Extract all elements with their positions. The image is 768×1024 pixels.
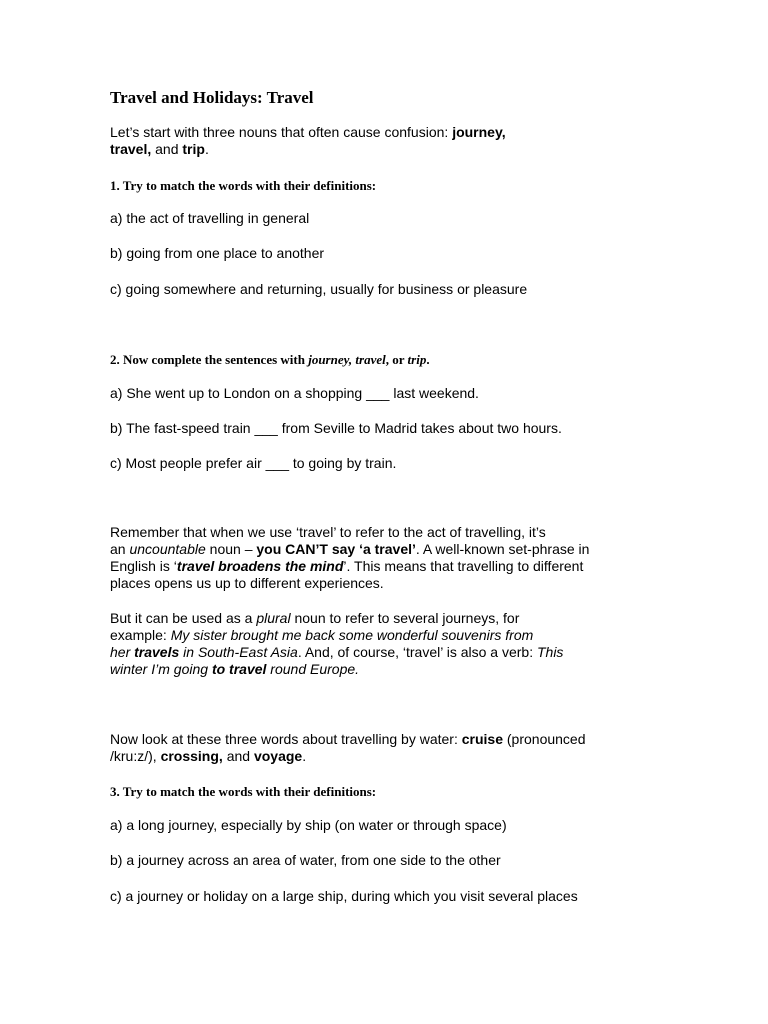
intro-text: Let’s start with three nouns that often cause confusion: — [110, 124, 453, 140]
word-travels: travels — [134, 644, 180, 660]
section-3-heading: 3. Try to match the words with their definitions: — [110, 784, 377, 799]
word-crossing: crossing, — [160, 748, 223, 764]
section-3-item-b: b) a journey across an area of water, from one side to the other — [110, 852, 501, 868]
section-1-heading: 1. Try to match the words with their definitions: — [110, 178, 377, 193]
para-3-end: . — [302, 748, 307, 764]
word-uncountable: uncountable — [129, 541, 206, 557]
page-title: Travel and Holidays: Travel — [110, 88, 314, 107]
word-travel: travel, — [110, 141, 152, 157]
para-2-line-4 — [110, 661, 359, 678]
section-1-item-c: c) going somewhere and returning, usually for business or pleasure — [110, 281, 528, 297]
para-1-line-3 — [110, 558, 583, 575]
para-1-noun: noun – — [205, 541, 257, 557]
section-1-item-a: a) the act of travelling in general — [110, 210, 310, 226]
para-3-and: and — [222, 748, 254, 764]
para-3-line-1 — [110, 731, 586, 748]
section-2-item-b: b) The fast-speed train ___ from Seville to Madrid takes about two hours. — [110, 420, 562, 436]
para-1-means: ’. This means that travelling to different — [343, 558, 584, 574]
para-2-her: her — [110, 644, 135, 660]
word-trip: trip — [182, 141, 205, 157]
word-travel-italic: travel — [355, 352, 386, 367]
para-1-set-phrase: . A well-known set-phrase in — [415, 541, 590, 557]
word-journey: journey, — [452, 124, 506, 140]
word-voyage: voyage — [253, 748, 303, 764]
intro-and: and — [151, 141, 183, 157]
intro-line-2 — [110, 141, 209, 158]
para-2-start: But it can be used as a — [110, 610, 257, 626]
para-2-asia: in South-East Asia — [179, 644, 298, 660]
para-2-example: example: — [110, 627, 171, 643]
phrase-to-travel: to travel — [211, 661, 267, 677]
para-3-pronounced: (pronounced — [503, 731, 586, 747]
para-2-line-2 — [110, 627, 533, 644]
section-1-item-b: b) going from one place to another — [110, 245, 325, 261]
para-2-europe: round Europe. — [266, 661, 360, 677]
para-3-line-2 — [110, 748, 306, 765]
para-2-example-sentence: My sister brought me back some wonderful souvenirs from — [170, 627, 534, 643]
phrase-travel-broadens: travel broadens the mind — [176, 558, 344, 574]
word-trip-italic: trip — [407, 352, 427, 367]
para-1-english-is: English is ‘ — [110, 558, 177, 574]
section-2-end: . — [426, 352, 430, 367]
para-2-verb-note: . And, of course, ‘travel’ is also a verb: — [297, 644, 537, 660]
word-journey-italic: journey, — [308, 352, 356, 367]
para-3-phonetic: /kru:z/), — [110, 748, 161, 764]
phrase-cant-say: you CAN’T say ‘a travel’ — [256, 541, 416, 557]
para-2-winter: winter I’m going — [110, 661, 212, 677]
section-3-item-a: a) a long journey, especially by ship (on water or through space) — [110, 817, 507, 833]
word-cruise: cruise — [461, 731, 503, 747]
section-2-heading — [110, 352, 430, 368]
para-3-start: Now look at these three words about travelling by water: — [110, 731, 462, 747]
para-1-line-1: Remember that when we use ‘travel’ to refer to the act of travelling, it’s — [110, 524, 546, 540]
para-1-line-4: places opens us up to different experiences. — [110, 575, 384, 591]
section-2-heading-prefix: 2. Now complete the sentences with — [110, 352, 309, 367]
para-2-noun: noun to refer to several journeys, for — [290, 610, 520, 626]
para-2-line-1 — [110, 610, 519, 627]
para-1-line-2 — [110, 541, 589, 558]
para-1-an: an — [110, 541, 130, 557]
para-2-line-3 — [110, 644, 563, 661]
section-2-or: , or — [385, 352, 408, 367]
intro-end: . — [204, 141, 209, 157]
word-plural: plural — [256, 610, 291, 626]
section-2-item-c: c) Most people prefer air ___ to going by train. — [110, 455, 397, 471]
para-2-this: This — [536, 644, 564, 660]
intro-line-1 — [110, 124, 506, 141]
section-2-item-a: a) She went up to London on a shopping ___ last weekend. — [110, 385, 479, 401]
section-3-item-c: c) a journey or holiday on a large ship, during which you visit several places — [110, 888, 578, 904]
